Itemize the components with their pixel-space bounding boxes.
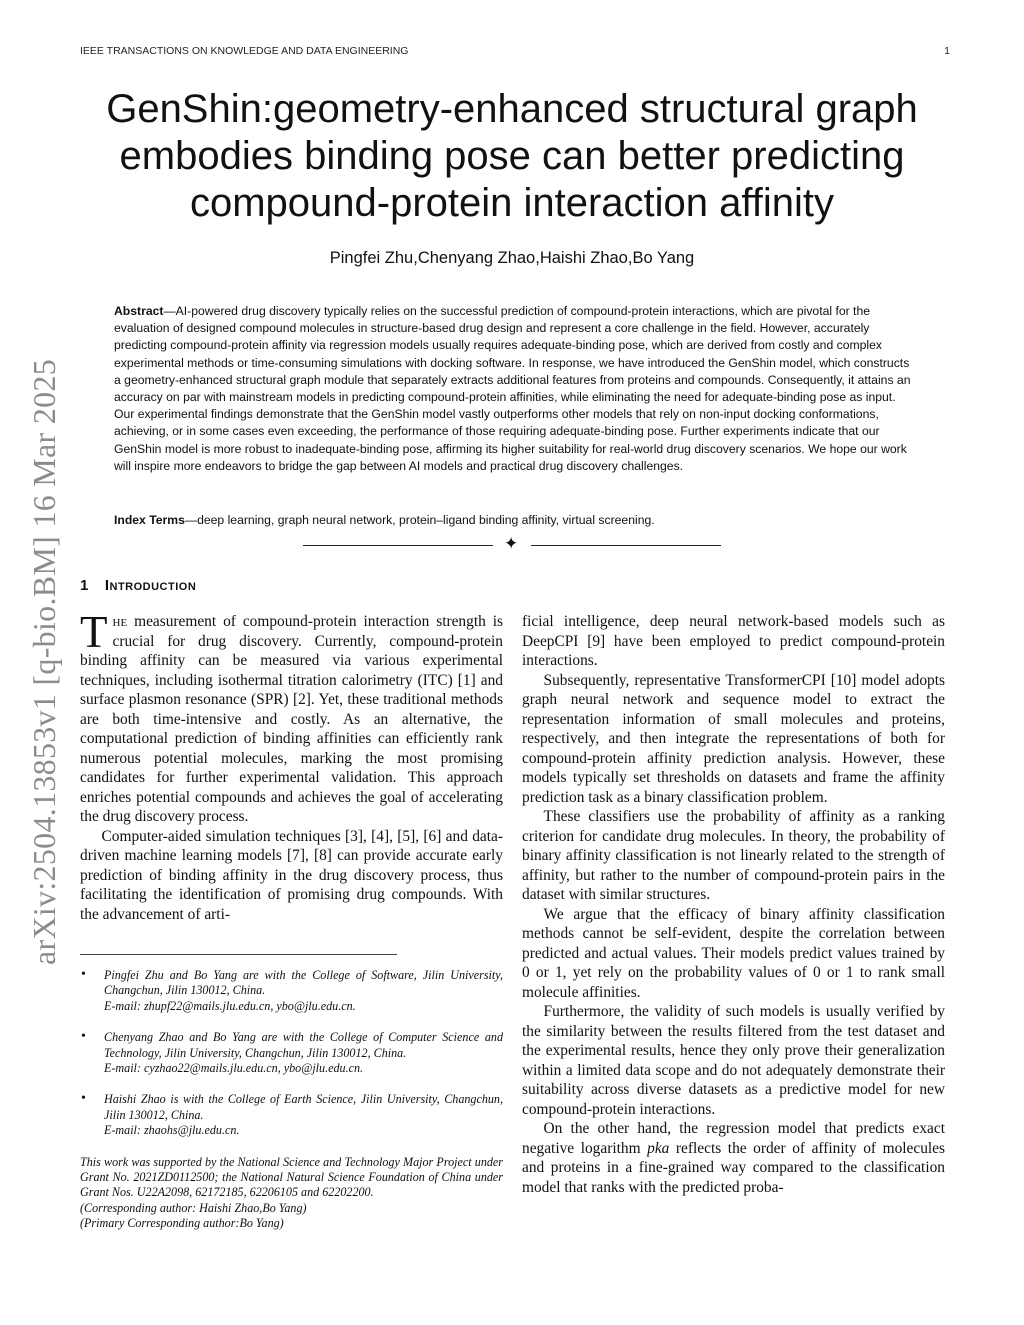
index-terms-label: Index Terms bbox=[114, 513, 185, 527]
abstract bbox=[114, 303, 914, 475]
left-column bbox=[80, 607, 503, 924]
math-pka: pka bbox=[647, 1139, 670, 1157]
paper-title bbox=[80, 86, 944, 227]
paragraph-text: On the other hand, the regression model that predicts exact negative logarithm bbox=[522, 1120, 945, 1157]
drop-cap: T bbox=[80, 607, 108, 657]
paragraph: These classifiers use the probability of affinity as a ranking criterion for candidate drug molecules. In theory, the probability of binary affinity classification is not linearly related to the strength of affinity, but rather to the number of compound-protein pairs in the dataset with similar structures. bbox=[522, 808, 945, 903]
separator-rule-left bbox=[303, 545, 493, 546]
corresponding-author: (Corresponding author: Haishi Zhao,Bo Yang) bbox=[80, 1200, 307, 1215]
footnote-email: E-mail: cyzhao22@mails.jlu.edu.cn, ybo@jlu.edu.cn. bbox=[104, 1061, 364, 1076]
first-word-smallcaps: he bbox=[112, 613, 128, 630]
intro-paragraph bbox=[80, 607, 503, 827]
author-list: Pingfei Zhu,Chenyang Zhao,Haishi Zhao,Bo Yang bbox=[329, 249, 695, 267]
footnotes bbox=[80, 968, 503, 1232]
footnote-line: Pingfei Zhu and Bo Yang are with the College of Software, Jilin University, Changchun, Jilin 130012, China. bbox=[104, 968, 503, 998]
paragraph: ficial intelligence, deep neural network-based models such as DeepCPI [9] have been employed to predict compound-protein interactions. bbox=[522, 613, 945, 669]
abstract-label: Abstract bbox=[114, 304, 164, 318]
funding-text: This work was supported by the National Science and Technology Major Project under Grant No. 2021ZD0112500; the National Natural Science Foundation of China under Grant Nos. U22A2098, 62172185, 62206105 and 62202200. bbox=[80, 1154, 503, 1200]
arxiv-identifier-stamp: arXiv:2504.13853v1 [q-bio.BM] 16 Mar 2025 bbox=[26, 358, 62, 965]
paragraph: Furthermore, the validity of such models is usually verified by the similarity between the results filtered from the test dataset and the experimental results, hence they only prove their generalization within a limited data scope and do not adequately demonstrate their suitability across diverse datasets as a predictive model for new compound-protein interactions. bbox=[522, 1003, 945, 1118]
paragraph: Subsequently, representative TransformerCPI [10] model adopts graph neural network and sequence model to extract the representation information of small molecules and proteins, respectively, and then integrate the representations of both for compound-protein affinity prediction analysis. However, these models typically set thresholds on datasets and frame the affinity prediction task as a binary classification problem. bbox=[522, 671, 945, 806]
footnote-line: Haishi Zhao is with the College of Earth Science, Jilin University, Changchun, Jilin 130012, China. bbox=[104, 1092, 503, 1122]
affiliation-footnote bbox=[80, 1092, 503, 1138]
paragraph bbox=[522, 1119, 945, 1197]
footnote-email: E-mail: zhaohs@jlu.edu.cn. bbox=[104, 1123, 240, 1138]
bullet-icon: • bbox=[81, 967, 86, 982]
title-line: compound-protein interaction affinity bbox=[189, 181, 835, 225]
section-heading bbox=[80, 577, 196, 594]
paragraph-text: reflects the order of affinity of molecules and proteins in a fine-grained way compared to the classification model that ranks with the predicted proba- bbox=[522, 1139, 945, 1196]
affiliation-footnote bbox=[80, 968, 503, 1014]
page-number: 1 bbox=[944, 45, 950, 57]
bullet-icon: • bbox=[81, 1029, 86, 1045]
footnote-line: Chenyang Zhao and Bo Yang are with the College of Computer Science and Technology, Jilin University, Changchun, Jilin 130012, China. bbox=[104, 1030, 503, 1060]
title-line: embodies binding pose can better predicting bbox=[119, 134, 905, 178]
right-column bbox=[522, 612, 945, 1197]
abstract-text: —AI-powered drug discovery typically relies on the successful prediction of compound-protein interactions, which are pivotal for the evaluation of designed compound molecules in structure-based drug design and represent a core challenge in the field. However, accurately predicting compound-protein affinity via regression models usually requires adequate-binding pose, which are derived from costly and complex experimental methods or time-consuming simulations with docking software. In response, we have introduced the GenShin model, which constructs a geometry-enhanced structural graph module that separately extracts additional features from proteins and compounds. Consequently, it attains an accuracy on par with mainstream models in predicting compound-protein affinities, while eliminating the need for adequate-binding pose as input. Our experimental findings demonstrate that the GenShin model vastly outperforms other models that rely on non-input docking conformations, achieving, or in some cases even exceeding, the performance of those requiring adequate-binding pose. Further experiments indicate that our GenShin model is more robust to inadequate-binding pose, affirming its higher suitability for real-world drug discovery scenarios. We hope our work will inspire more endeavors to bridge the gap between AI models and practical drug discovery challenges. bbox=[114, 304, 911, 473]
section-title: Introduction bbox=[104, 577, 197, 594]
footnote-email: E-mail: zhupf22@mails.jlu.edu.cn, ybo@jlu.edu.cn. bbox=[104, 998, 356, 1013]
title-line: GenShin:geometry-enhanced structural graph bbox=[106, 87, 918, 131]
affiliation-footnote bbox=[80, 1030, 503, 1076]
section-number: 1 bbox=[80, 577, 89, 594]
paragraph-text: measurement of compound-protein interaction strength is crucial for drug discovery. Currently, compound-protein binding affinity can be measured via various experimental techniques, including isothermal titration calorimetry (ITC) [1] and surface plasmon resonance (SPR) [2]. Yet, these traditional methods are both time-intensive and costly. As an alternative, the computational prediction of binding affinities can efficiently rank numerous potential molecules, marking the most promising candidates for further experimental validation. This approach enriches potential compounds and achieves the goal of accelerating the drug discovery process. bbox=[80, 613, 503, 825]
index-terms bbox=[114, 512, 914, 529]
separator-diamond-icon: ✦ bbox=[504, 534, 519, 554]
footnote-rule bbox=[80, 954, 397, 955]
journal-name: IEEE TRANSACTIONS ON KNOWLEDGE AND DATA ENGINEERING bbox=[80, 45, 409, 57]
separator-rule-right bbox=[531, 545, 721, 546]
bullet-icon: • bbox=[81, 1091, 86, 1107]
paragraph: We argue that the efficacy of binary affinity classification methods cannot be self-evident, despite the correlation between predicted and actual values. Their models predict values trained by 0 or 1, yet rely on the probability values of 0 or 1 to rank small molecule affinities. bbox=[522, 905, 945, 1001]
primary-corresponding-author: (Primary Corresponding author:Bo Yang) bbox=[80, 1216, 284, 1231]
index-terms-text: —deep learning, graph neural network, protein–ligand binding affinity, virtual screening. bbox=[184, 513, 655, 527]
funding-note bbox=[80, 1155, 503, 1232]
paragraph: Computer-aided simulation techniques [3], [4], [5], [6] and data-driven machine learning models [7], [8] can provide accurate early prediction of binding affinity in the drug discovery process, thus facilitating the identification of promising drug compounds. With the advancement of arti- bbox=[80, 827, 503, 923]
